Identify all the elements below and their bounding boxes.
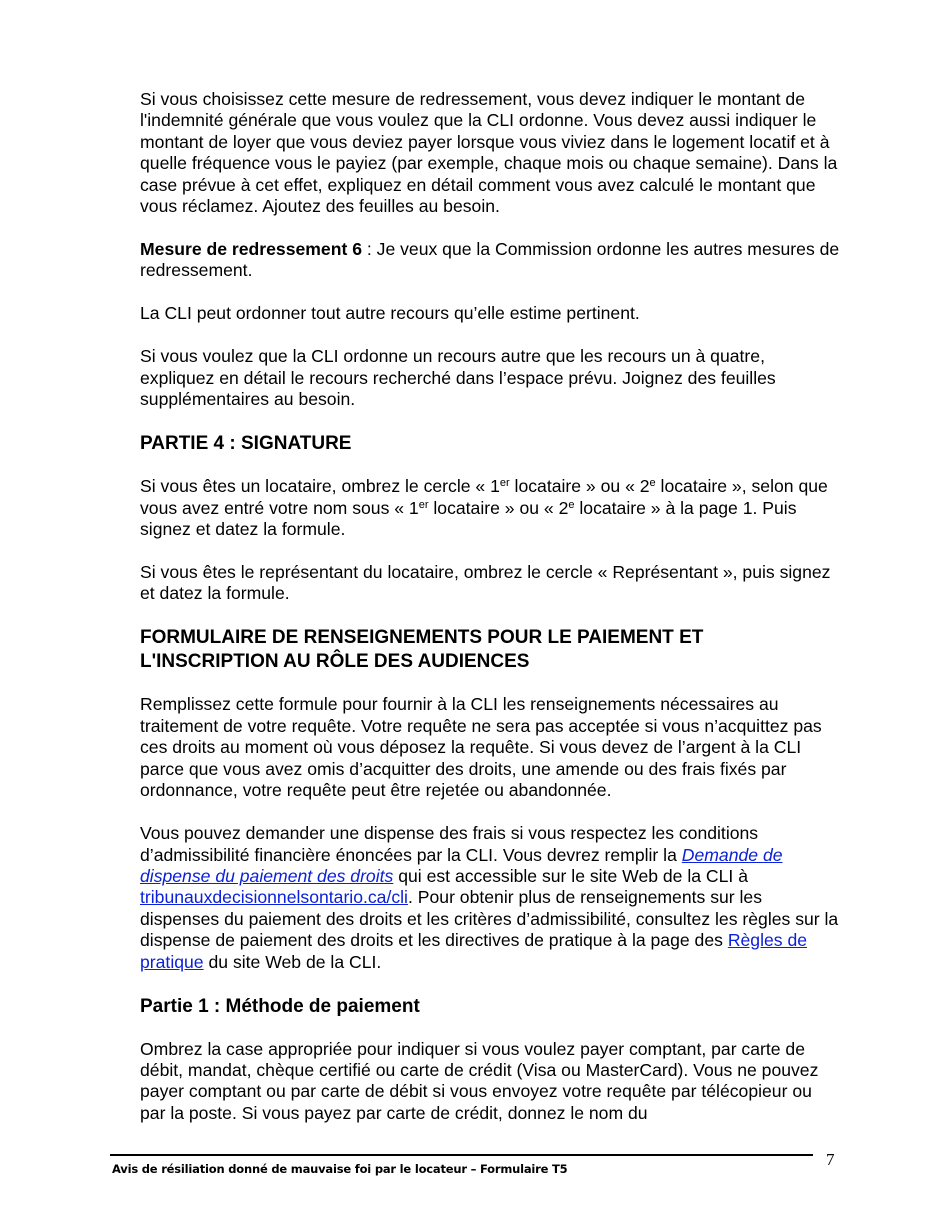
text-run: Si vous êtes un locataire, ombrez le cercle « 1 — [140, 476, 500, 497]
text-run: du site Web de la CLI. — [203, 951, 382, 972]
heading-partie-1-paiement: Partie 1 : Méthode de paiement — [140, 995, 420, 1017]
link-tribunal-website[interactable]: tribunauxdecisionnelsontario.ca/cli — [140, 887, 408, 908]
heading-partie-4: PARTIE 4 : SIGNATURE — [140, 433, 352, 455]
link-rules-of-practice[interactable]: Règles de pratique — [140, 930, 808, 972]
superscript: e — [649, 477, 656, 490]
text-run: locataire », selon que vous avez entré votre nom sous « 1 — [140, 476, 828, 518]
paragraph-payment-method: Ombrez la case appropriée pour indiquer si vous voulez payer comptant, par carte de débit, mandat, chèque certifié ou carte de crédit (Visa ou MasterCard). Vous ne pouvez payer comptant ou par carte de débit si vous envoyez votre requête par télécopieur ou par la poste. Si vous payez par carte de crédit, donnez le nom du — [140, 1038, 819, 1123]
text-run: locataire » ou « 2 — [428, 497, 569, 518]
page-content — [140, 89, 840, 1146]
text-run: locataire » ou « 2 — [509, 476, 650, 497]
superscript: er — [418, 498, 429, 511]
paragraph-indemnity: Si vous choisissez cette mesure de redressement, vous devez indiquer le montant de l'indemnité générale que vous voulez que la CLI ordonne. Vous devez aussi indiquer le montant de loyer que vous deviez payer lorsque vous viviez dans le logement locatif et à quelle fréquence vous le payiez (par exemple, chaque mois ou chaque semaine). Dans la case prévue à cet effet, expliquez en détail comment vous avez calculé le montant que vous réclamez. Ajoutez des feuilles au besoin. — [140, 89, 838, 217]
paragraph-fee-waiver — [140, 823, 840, 973]
paragraph-tenant-signature — [140, 476, 840, 540]
remedy-6-text: : Je veux que la Commission ordonne les autres mesures de redressement. — [140, 239, 840, 281]
paragraph-other-remedy: La CLI peut ordonner tout autre recours qu’elle estime pertinent. — [140, 303, 640, 324]
text-run: qui est accessible sur le site Web de la CLI à — [393, 865, 748, 886]
link-fee-waiver-request[interactable]: Demande de dispense du paiement des droits — [140, 844, 783, 886]
remedy-6-label: Mesure de redressement 6 — [140, 239, 362, 260]
superscript: e — [568, 498, 575, 511]
text-run: locataire » à la page 1. Puis signez et datez la formule. — [140, 497, 797, 540]
paragraph-explain-remedy: Si vous voulez que la CLI ordonne un recours autre que les recours un à quatre, expliquez en détail le recours recherché dans l’espace prévu. Joignez des feuilles supplémentaires au besoin. — [140, 346, 776, 410]
page-number: 7 — [826, 1150, 835, 1169]
footer-form-title: Avis de résiliation donné de mauvaise foi par le locateur – Formulaire T5 — [112, 1162, 568, 1176]
text-run: . Pour obtenir plus de renseignements sur les dispenses du paiement des droits et les critères d’admissibilité, consultez les règles sur la dispense de paiement des droits et les directives de pratique à la page des — [140, 887, 839, 951]
paragraph-remedy-6 — [140, 239, 840, 282]
paragraph-representative-signature: Si vous êtes le représentant du locataire, ombrez le cercle « Représentant », puis signez et datez la formule. — [140, 562, 831, 604]
heading-formulaire-paiement: FORMULAIRE DE RENSEIGNEMENTS POUR LE PAIEMENT ET L'INSCRIPTION AU RÔLE DES AUDIENCES — [140, 627, 704, 673]
text-run: Vous pouvez demander une dispense des frais si vous respectez les conditions d’admissibilité financière énoncées par la CLI. Vous devrez remplir la — [140, 823, 759, 865]
paragraph-fill-form: Remplissez cette formule pour fournir à la CLI les renseignements nécessaires au traitement de votre requête. Votre requête ne sera pas acceptée si vous n’acquittez pas ces droits au moment où vous déposez la requête. Si vous devez de l’argent à la CLI parce que vous avez omis d’acquitter des droits, une amende ou des frais fixés par ordonnance, votre requête peut être rejetée ou abandonnée. — [140, 694, 822, 801]
footer-divider — [110, 1154, 813, 1156]
superscript: er — [499, 477, 510, 490]
